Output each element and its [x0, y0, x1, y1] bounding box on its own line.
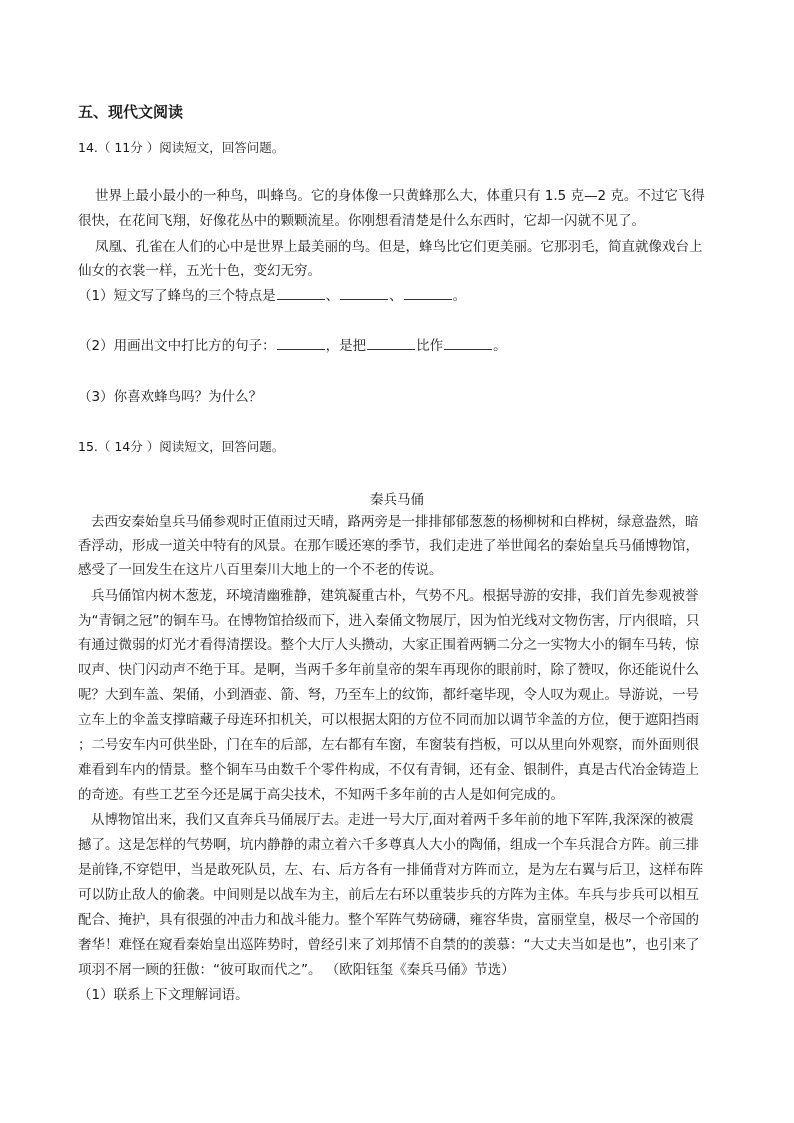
article-title: 秦兵马俑 — [370, 492, 424, 508]
article-line: 是前锋,不穿铠甲，当是敢死队员，左、右、后方各有一排俑背对方阵而立，是为左右翼与后卫，这样布阵 — [78, 862, 704, 878]
article-line: 叹声、快门闪动声不绝于耳。是啊，当两千多年前皇帝的架车再现你的眼前时，除了赞叹，你还能说什么 — [78, 662, 699, 678]
question-15-sub1: （1）联系上下文理解词语。 — [78, 987, 249, 1003]
answer-blank[interactable] — [444, 337, 492, 350]
article-line: 从博物馆出来，我们又直奔兵马俑展厅去。走进一号大厅,面对着两千多年前的地下军阵,我深深的被震 — [91, 812, 694, 828]
article-line: 去西安秦始皇兵马俑参观时正值雨过天晴，路两旁是一排排郁郁葱葱的杨柳树和白桦树，绿意盎然，暗 — [91, 514, 699, 530]
answer-blank[interactable] — [404, 287, 452, 300]
answer-blank[interactable] — [277, 287, 325, 300]
article-line: 为“青铜之冠”的铜车马。在博物馆拾级而下，进入秦俑文物展厅，因为怕光线对文物伤害，厅内很暗，只 — [78, 613, 700, 629]
article-line: 有通过微弱的灯光才看得清摆设。整个大厅人头攒动，大家正围着两辆二分之一实物大小的铜车马转，惊 — [78, 637, 699, 653]
question-14-sub3: （3）你喜欢蜂鸟吗？为什么？ — [78, 389, 263, 405]
article-line: ；二号安车内可供坐卧，门在车的后部，左右都有车窗，车窗装有挡板，可以从里向外观察，而外面则很 — [78, 737, 699, 753]
question-14-sub1 — [78, 287, 466, 305]
passage-line: 仙女的衣裳一样，五光十色，变幻无穷。 — [78, 263, 321, 279]
article-line: 撼了。这是怎样的气势啊，坑内静静的肃立着六千多尊真人大小的陶俑，组成一个车兵混合方阵。前三排 — [78, 837, 699, 853]
article-line: 的奇迹。有些工艺至今还是属于高尖技术，不知两千多年前的古人是如何完成的。 — [78, 787, 564, 803]
article-line: 香浮动，形成一道关中特有的风景。在那乍暖还寒的季节，我们走进了举世闻名的秦始皇兵马俑博物馆， — [78, 538, 699, 554]
sep: 、 — [389, 288, 403, 304]
question-14-sub2 — [78, 337, 507, 355]
passage-line: 世界上最小最小的一种鸟，叫蜂鸟。它的身体像一只黄蜂那么大，体重只有 1.5 克—2 克。不过它飞得 — [95, 188, 705, 204]
article-line: 奢华！难怪在窥看秦始皇出巡阵势时，曾经引来了刘邦情不自禁的的羡慕：“大丈夫当如是也”，也引来了 — [78, 937, 700, 953]
article-line: 呢？大到车盖、架俑，小到酒壶、箭、弩，乃至车上的纹饰，都纤毫毕现，令人叹为观止。导游说，一号 — [78, 687, 699, 703]
sub1-prefix: （1）短文写了蜂鸟的三个特点是 — [78, 288, 276, 304]
section-title: 五、现代文阅读 — [78, 103, 184, 121]
sub2-prefix: （2）用画出文中打比方的句子： — [78, 338, 276, 354]
question-15-header: 15.（ 14分 ）阅读短文，回答问题。 — [78, 439, 285, 454]
article-line: 项羽不屑一顾的狂傲：“彼可取而代之”。 （欧阳钰玺《秦兵马俑》节选） — [78, 962, 515, 978]
answer-blank[interactable] — [367, 337, 415, 350]
mid: 比作 — [416, 338, 444, 354]
article-line: 兵马俑馆内树木葱茏，环境清幽雅静，建筑凝重古朴，气势不凡。根据导游的安排，我们首先参观被誉 — [91, 588, 699, 604]
answer-blank[interactable] — [340, 287, 388, 300]
article-line: 配合、掩护，具有很强的冲击力和战斗能力。整个军阵气势磅礴，雍容华贵，富丽堂皇，极尽一个帝国的 — [78, 912, 699, 928]
article-line: 难看到车内的情景。整个铜车马由数千个零件构成，不仅有青铜，还有金、银制件，真是古代冶金铸造上 — [78, 762, 699, 778]
mid: ，是把 — [325, 338, 367, 354]
article-line: 感受了一回发生在这片八百里秦川大地上的一个不老的传说。 — [78, 562, 443, 578]
end: 。 — [452, 288, 467, 304]
end: 。 — [493, 338, 507, 354]
sep: 、 — [325, 288, 340, 304]
passage-line: 很快，在花间飞翔，好像花丛中的颗颗流星。你刚想看清楚是什么东西时，它却一闪就不见了。 — [78, 213, 645, 229]
passage-line: 凤凰、孔雀在人们的心中是世界上最美丽的鸟。但是，蜂鸟比它们更美丽。它那羽毛，简直就像戏台上 — [95, 239, 703, 255]
article-line: 立车上的伞盖支撑暗藏子母连环扣机关，可以根据太阳的方位不同而加以调节伞盖的方位，便于遮阳挡雨 — [78, 712, 699, 728]
answer-blank[interactable] — [277, 337, 325, 350]
question-14-header: 14.（ 11分 ）阅读短文，回答问题。 — [78, 140, 285, 155]
article-line: 可以防止敌人的偷袭。中间则是以战车为主，前后左右环以重装步兵的方阵为主体。车兵与步兵可以相互 — [78, 887, 699, 903]
